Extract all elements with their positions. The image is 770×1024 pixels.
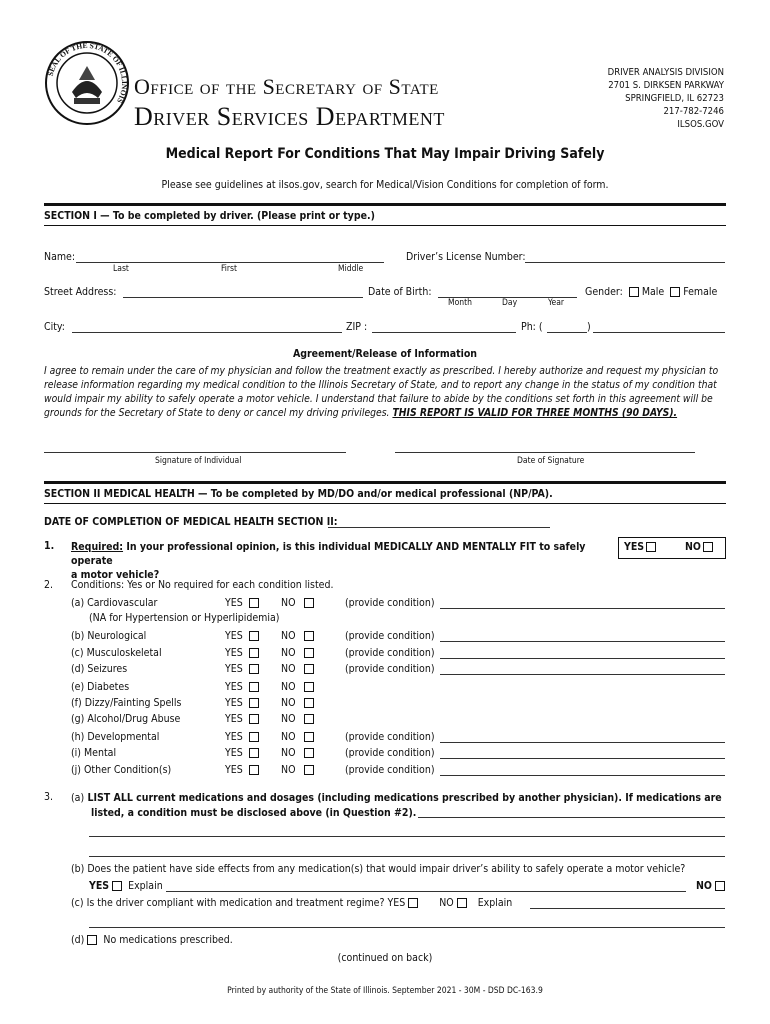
condition-yes [225,697,262,709]
condition-yes [225,731,262,743]
q3d-prefix: (d) [71,934,85,946]
condition-yes-label: YES [225,663,243,675]
q1-yes-label: YES [624,541,645,553]
provide-condition-label: (provide condition) [345,597,435,609]
condition-no-checkbox[interactable] [304,682,314,692]
q3c-question [71,897,512,909]
q1-text: In your professional opinion, is this individual MEDICALLY AND MENTALLY FIT to safely operate [71,541,586,567]
phone-number-field[interactable] [593,321,725,333]
condition-no-label: NO [281,764,296,776]
q3c-explain-field-2[interactable] [89,916,725,928]
condition-label: (g) Alcohol/Drug Abuse [71,713,181,725]
zip-label: ZIP : [346,321,368,333]
condition-yes-label: YES [225,597,243,609]
q3b-explain-field[interactable] [166,880,686,892]
provide-condition-field[interactable] [440,764,725,776]
condition-no [281,764,317,776]
q3c-no-checkbox[interactable] [457,898,467,908]
address-line: ILSOS.GOV [677,119,724,130]
q1-answer-box [618,537,726,559]
condition-label: (b) Neurological [71,630,147,642]
condition-yes-checkbox[interactable] [249,748,259,758]
gender-label: Gender: [585,286,623,298]
condition-no-label: NO [281,713,296,725]
q3b-explain-label: Explain [128,880,163,892]
q3c-yes-label: YES [387,897,406,909]
condition-yes-label: YES [225,713,243,725]
signature-date-field[interactable] [395,444,695,453]
dob-sub-day: Day [502,298,518,308]
condition-yes [225,747,262,759]
provide-condition-field[interactable] [440,731,725,743]
validity-notice: THIS REPORT IS VALID FOR THREE MONTHS (90 DAYS). [392,407,678,419]
q2-number: 2. [44,579,54,591]
condition-label: (a) Cardiovascular [71,597,158,609]
condition-yes [225,597,262,609]
condition-yes [225,764,262,776]
q3b-no [696,880,728,892]
agreement-text [44,364,726,420]
condition-label: (c) Musculoskeletal [71,647,162,659]
q3c-text: (c) Is the driver compliant with medication and treatment regime? [71,897,385,909]
name-sub-last: Last [113,264,129,274]
q3b-no-checkbox[interactable] [715,881,725,891]
provide-condition-field[interactable] [440,647,725,659]
q3a-text: LIST ALL current medications and dosages (including medications prescribed by another physician). If medications are [87,792,722,804]
provide-condition-field[interactable] [440,747,725,759]
agreement-title: Agreement/Release of Information [292,348,478,360]
medications-field-2[interactable] [89,825,725,837]
gender-group [585,286,717,298]
q3d-text: No medications prescribed. [103,934,233,946]
condition-no [281,647,317,659]
provide-condition-label: (provide condition) [345,747,435,759]
condition-no-label: NO [281,681,296,693]
address-line: 217-782-7246 [663,106,724,117]
q3a-text-cont: listed, a condition must be disclosed above (in Question #2). [91,807,417,819]
condition-no-label: NO [281,663,296,675]
q3c-explain-field[interactable] [530,897,725,909]
license-label: Driver’s License Number: [406,251,526,263]
q2-text: Conditions: Yes or No required for each condition listed. [71,579,334,591]
q3b-text: (b) Does the patient have side effects from any medication(s) that would impair driver’s ability to safely operate a motor vehicle? [71,863,686,875]
q3a-prefix: (a) [71,792,85,804]
dob-field[interactable] [438,286,577,298]
condition-yes-checkbox[interactable] [249,598,259,608]
condition-yes-label: YES [225,764,243,776]
condition-yes [225,663,262,675]
phone-area-field[interactable] [547,321,587,333]
signature-field[interactable] [44,444,346,453]
dob-sub-month: Month [448,298,472,308]
q3-number: 3. [44,791,54,803]
q3b-yes-label: YES [89,880,110,892]
condition-yes-label: YES [225,747,243,759]
condition-yes-checkbox[interactable] [249,631,259,641]
city-field[interactable] [72,321,342,333]
female-label: Female [683,286,718,298]
condition-label: (j) Other Condition(s) [71,764,172,776]
zip-field[interactable] [372,321,516,333]
condition-no-checkbox[interactable] [304,748,314,758]
continued-note: (continued on back) [337,952,433,964]
license-number-field[interactable] [525,251,725,263]
condition-no [281,731,317,743]
condition-no-checkbox[interactable] [304,631,314,641]
section-divider [44,503,726,504]
provide-condition-field[interactable] [440,597,725,609]
condition-no-label: NO [281,597,296,609]
phone-label: Ph: ( [521,321,543,333]
q3c-explain-label: Explain [477,897,513,909]
condition-label: (d) Seizures [71,663,128,675]
name-sub-middle: Middle [338,264,364,274]
signature-date-label: Date of Signature [517,456,585,466]
svg-text:SEAL OF THE STATE OF ILLINOIS: SEAL OF THE STATE OF ILLINOIS [45,40,130,105]
condition-yes-checkbox[interactable] [249,648,259,658]
condition-yes-label: YES [225,697,243,709]
state-seal [44,40,130,126]
street-address-field[interactable] [123,286,363,298]
condition-no-checkbox[interactable] [304,698,314,708]
street-label: Street Address: [44,286,117,298]
provide-condition-field[interactable] [440,630,725,642]
q1-no-label: NO [685,541,701,553]
condition-no-checkbox[interactable] [304,714,314,724]
gender-female-checkbox[interactable] [670,287,680,297]
q1-number: 1. [44,540,55,552]
condition-yes-checkbox[interactable] [249,698,259,708]
department-title: Driver Services Department [134,102,445,131]
name-field[interactable] [76,251,384,263]
completion-date-field[interactable] [328,516,550,528]
guidelines-text: Please see guidelines at ilsos.gov, search for Medical/Vision Conditions for completion of form. [161,179,609,191]
condition-yes-checkbox[interactable] [249,732,259,742]
name-label: Name: [44,251,76,263]
condition-no-checkbox[interactable] [304,664,314,674]
phone-paren: ) [587,321,591,333]
q3b-answer [89,880,163,892]
condition-no-label: NO [281,630,296,642]
section2-heading: SECTION II MEDICAL HEALTH — To be completed by MD/DO and/or medical professional (NP/PA). [44,488,553,500]
provide-condition-field[interactable] [440,663,725,675]
q3b-no-label: NO [696,880,712,892]
form-title: Medical Report For Conditions That May Impair Driving Safely [165,146,605,162]
provide-condition-label: (provide condition) [345,647,435,659]
gender-male-checkbox[interactable] [629,287,639,297]
q3c-no-label: NO [439,897,454,909]
condition-yes [225,681,262,693]
division-address [608,66,724,131]
dob-label: Date of Birth: [368,286,432,298]
condition-no-label: NO [281,647,296,659]
condition-yes [225,647,262,659]
condition-no-label: NO [281,747,296,759]
na-note: (NA for Hypertension or Hyperlipidemia) [89,612,280,624]
section1-heading: SECTION I — To be completed by driver. (Please print or type.) [44,210,375,222]
city-label: City: [44,321,65,333]
section-divider [44,225,726,226]
condition-no-label: NO [281,697,296,709]
condition-yes-checkbox[interactable] [249,664,259,674]
condition-yes [225,713,262,725]
signature-label: Signature of Individual [155,456,242,466]
completion-date-label: DATE OF COMPLETION OF MEDICAL HEALTH SECTION II: [44,516,338,528]
condition-no [281,697,317,709]
condition-no-checkbox[interactable] [304,732,314,742]
section-divider [44,203,726,206]
provide-condition-label: (provide condition) [345,663,435,675]
name-sub-first: First [221,264,238,274]
condition-yes-checkbox[interactable] [249,682,259,692]
q1-yes-checkbox[interactable] [646,542,656,552]
office-title: Office of the Secretary of State [134,74,439,99]
condition-label: (i) Mental [71,747,117,759]
condition-yes-label: YES [225,731,243,743]
medications-field-3[interactable] [89,845,725,857]
q3d-question [71,934,233,946]
condition-yes-checkbox[interactable] [249,714,259,724]
q1-required: Required: [71,541,124,553]
condition-no [281,747,317,759]
condition-no-label: NO [281,731,296,743]
condition-no [281,681,317,693]
condition-no [281,663,317,675]
q1-no-checkbox[interactable] [703,542,713,552]
condition-yes-label: YES [225,647,243,659]
provide-condition-label: (provide condition) [345,630,435,642]
condition-label: (h) Developmental [71,731,160,743]
q3c-yes-checkbox[interactable] [408,898,418,908]
q1-question [71,540,616,582]
condition-no [281,597,317,609]
agreement-body: I agree to remain under the care of my physician and follow the treatment exactly as prescribed. I hereby authorize and request my physician to release information regarding my medical condition to the Illinois Secretary of State, and to report any change in the status of my condition that would impair my ability to safely operate a motor vehicle. I understand that failure to abide by the conditions set forth in this agreement will be grounds for the Secretary of State to deny or cancel my driving privileges. [44,365,719,419]
address-line: 2701 S. DIRKSEN PARKWAY [608,80,724,91]
condition-yes [225,630,262,642]
address-line: DRIVER ANALYSIS DIVISION [607,67,724,78]
condition-no [281,713,317,725]
dob-sub-year: Year [548,298,565,308]
q3d-checkbox[interactable] [87,935,97,945]
condition-yes-label: YES [225,681,243,693]
provide-condition-label: (provide condition) [345,731,435,743]
condition-no-checkbox[interactable] [304,648,314,658]
medications-field[interactable] [418,806,725,818]
q3b-yes-checkbox[interactable] [112,881,122,891]
condition-no [281,630,317,642]
provide-condition-label: (provide condition) [345,764,435,776]
address-line: SPRINGFIELD, IL 62723 [625,93,724,104]
condition-yes-checkbox[interactable] [249,765,259,775]
condition-yes-label: YES [225,630,243,642]
section-divider [44,481,726,484]
condition-no-checkbox[interactable] [304,598,314,608]
condition-no-checkbox[interactable] [304,765,314,775]
condition-label: (e) Diabetes [71,681,130,693]
q1-text-cont: a motor vehicle? [71,569,160,581]
male-label: Male [641,286,665,298]
condition-label: (f) Dizzy/Fainting Spells [71,697,182,709]
print-authority-footer: Printed by authority of the State of Illinois. September 2021 - 30M - DSD DC-163.9 [227,986,543,996]
